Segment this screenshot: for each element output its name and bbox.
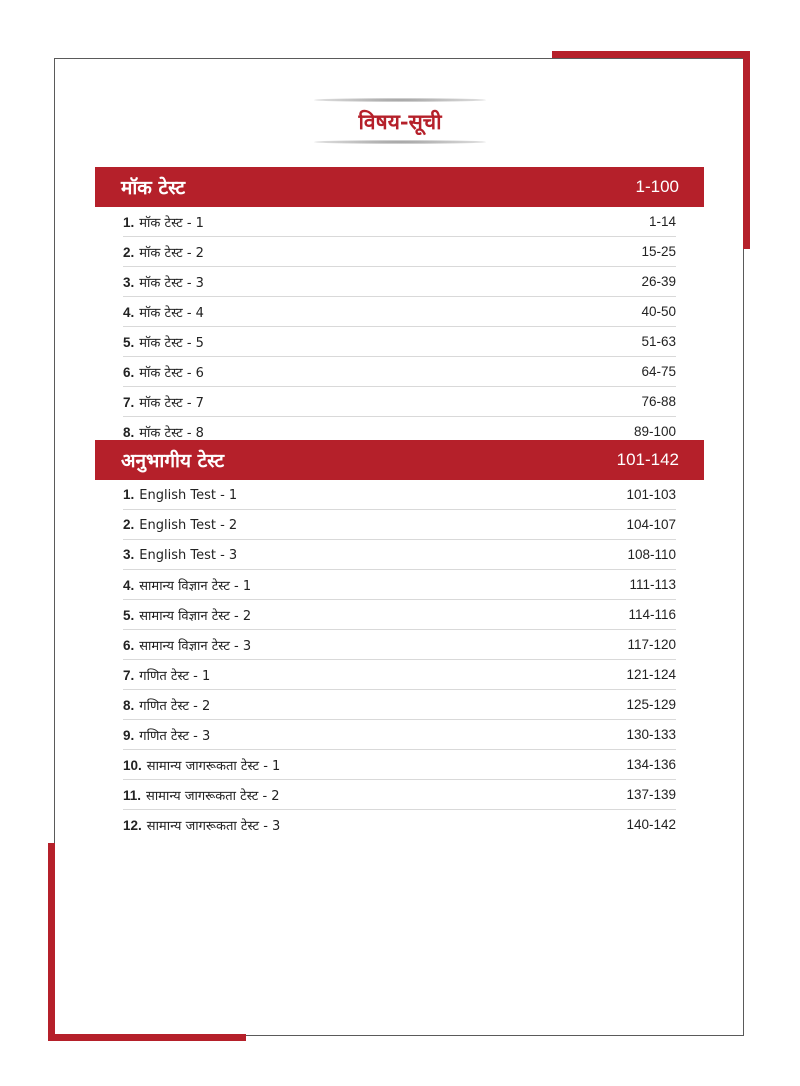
row-number: 8. — [123, 424, 135, 440]
toc-row[interactable] — [123, 750, 676, 780]
section-title: अनुभागीय टेस्ट — [121, 450, 225, 472]
corner-accent-bottom-left-vertical — [48, 843, 55, 1041]
row-label: सामान्य विज्ञान टेस्ट - 3 — [139, 638, 252, 654]
toc-row[interactable] — [123, 630, 676, 660]
row-number: 8. — [123, 697, 135, 713]
row-pages: 114-116 — [628, 607, 676, 622]
section-page-range: 1-100 — [635, 177, 679, 196]
row-label: गणित टेस्ट - 2 — [139, 698, 211, 714]
row-number: 5. — [123, 334, 135, 350]
row-label: मॉक टेस्ट - 7 — [139, 395, 204, 411]
row-pages: 111-113 — [629, 577, 676, 592]
row-label: गणित टेस्ट - 3 — [139, 728, 211, 744]
title-rule-bottom — [314, 140, 486, 144]
row-number: 1. — [123, 214, 135, 230]
toc-row[interactable] — [123, 810, 676, 839]
row-pages: 140-142 — [626, 817, 676, 832]
section-rows — [95, 207, 704, 446]
toc-row[interactable] — [123, 387, 676, 417]
row-pages: 104-107 — [626, 517, 676, 532]
row-label: सामान्य विज्ञान टेस्ट - 2 — [139, 608, 252, 624]
row-label: मॉक टेस्ट - 2 — [139, 245, 204, 261]
row-pages: 137-139 — [626, 787, 676, 802]
row-pages: 89-100 — [633, 424, 676, 439]
toc-row[interactable] — [123, 297, 676, 327]
row-label: सामान्य विज्ञान टेस्ट - 1 — [139, 578, 252, 594]
row-pages: 130-133 — [626, 727, 676, 742]
row-label: English Test - 3 — [139, 547, 238, 563]
row-label: मॉक टेस्ट - 4 — [139, 305, 204, 321]
toc-row[interactable] — [123, 570, 676, 600]
row-number: 9. — [123, 727, 135, 743]
row-number: 1. — [123, 486, 135, 502]
row-number: 5. — [123, 607, 135, 623]
row-number: 11. — [123, 787, 142, 803]
row-pages: 101-103 — [626, 487, 676, 502]
toc-row[interactable] — [123, 510, 676, 540]
row-pages: 121-124 — [626, 667, 676, 682]
row-number: 2. — [123, 244, 135, 260]
row-pages: 117-120 — [627, 637, 676, 652]
corner-accent-bottom-left-horizontal — [48, 1034, 246, 1041]
section-rows — [95, 480, 704, 839]
section-page-range: 101-142 — [616, 450, 679, 469]
section-sectional-tests — [95, 440, 704, 839]
row-pages: 1-14 — [648, 214, 676, 229]
row-number: 6. — [123, 637, 135, 653]
row-label: मॉक टेस्ट - 5 — [139, 335, 204, 351]
toc-row[interactable] — [123, 540, 676, 570]
row-number: 12. — [123, 817, 142, 833]
section-mock-tests — [95, 167, 704, 446]
row-pages: 40-50 — [641, 304, 676, 319]
row-label: सामान्य जागरूकता टेस्ट - 1 — [146, 758, 281, 774]
toc-row[interactable] — [123, 720, 676, 750]
row-pages: 108-110 — [627, 547, 676, 562]
row-label: मॉक टेस्ट - 3 — [139, 275, 204, 291]
row-number: 7. — [123, 667, 135, 683]
row-label: सामान्य जागरूकता टेस्ट - 2 — [146, 788, 280, 804]
row-pages: 64-75 — [641, 364, 676, 379]
toc-row[interactable] — [123, 207, 676, 237]
toc-row[interactable] — [123, 780, 676, 810]
row-number: 4. — [123, 577, 135, 593]
toc-row[interactable] — [123, 690, 676, 720]
page-title: विषय-सूची — [358, 109, 442, 134]
corner-accent-top-right-horizontal — [552, 51, 750, 58]
row-number: 7. — [123, 394, 135, 410]
row-pages: 76-88 — [641, 394, 676, 409]
row-label: मॉक टेस्ट - 8 — [139, 425, 204, 441]
row-number: 10. — [123, 757, 142, 773]
toc-row[interactable] — [123, 660, 676, 690]
row-label: English Test - 1 — [139, 487, 238, 503]
section-title: मॉक टेस्ट — [121, 177, 186, 199]
row-number: 6. — [123, 364, 135, 380]
row-pages: 125-129 — [626, 697, 676, 712]
row-pages: 26-39 — [641, 274, 676, 289]
toc-row[interactable] — [123, 480, 676, 510]
row-pages: 15-25 — [641, 244, 676, 259]
toc-row[interactable] — [123, 327, 676, 357]
toc-row[interactable] — [123, 267, 676, 297]
row-number: 3. — [123, 274, 135, 290]
row-label: English Test - 2 — [139, 517, 238, 533]
section-header — [95, 440, 704, 480]
row-number: 2. — [123, 516, 135, 532]
row-label: गणित टेस्ट - 1 — [139, 668, 211, 684]
row-number: 4. — [123, 304, 135, 320]
row-label: मॉक टेस्ट - 1 — [139, 215, 204, 231]
corner-accent-top-right-vertical — [743, 51, 750, 249]
toc-row[interactable] — [123, 237, 676, 267]
contents-title-block — [300, 96, 500, 148]
row-label: सामान्य जागरूकता टेस्ट - 3 — [146, 818, 281, 834]
section-header — [95, 167, 704, 207]
row-pages: 51-63 — [641, 334, 676, 349]
toc-row[interactable] — [123, 600, 676, 630]
title-rule-top — [314, 98, 486, 102]
toc-row[interactable] — [123, 357, 676, 387]
row-label: मॉक टेस्ट - 6 — [139, 365, 204, 381]
row-pages: 134-136 — [626, 757, 676, 772]
row-number: 3. — [123, 546, 135, 562]
